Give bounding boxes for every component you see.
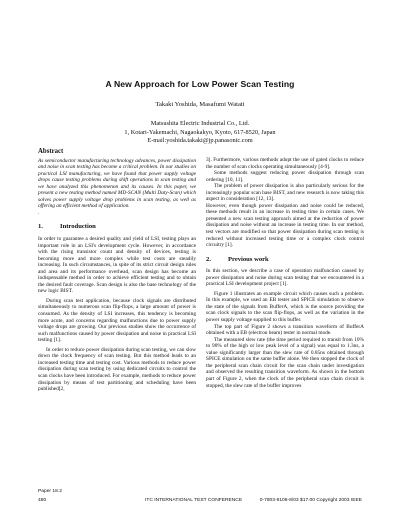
paragraph: The measured slew rate (the time period required to transit from 10% to 90% of the high or low peak level of a signal) was equal to 1.3ns, a value significantly larger than the slew rate of 0.85ns obtained through SPICE simulation on the same buffer alone. We then stopped the clock of the peripheral scan chain circuit for the scan chain under investigation and observed the resulting transition waveform. As shown in the bottom part of Figure 2, when the clock of the peripheral scan chain circuit is stopped, the slew rate of the buffer improves <box>206 336 364 389</box>
paragraph: The problem of power dissipation is also particularly serious for the increasingly popular scan base BIST, and new research is now taking this aspect in consideration [12, 13]. <box>206 183 364 203</box>
paper-authors: Takaki Yoshida, Masafumi Watati <box>155 101 245 108</box>
affiliation-block <box>0 120 400 146</box>
paragraph: In order to guarantee a desired quality and yield of LSI, testing plays an important role in an LSI's development cycle. However, in accordance with the rising transistor count and density of devices, testing is becoming more and more complex while test costs are steadily increasing. In such circumstances, in spite of its strict circuit design rules and area and its performance overhead, scan design has become an indispensable method in order to achieve efficient testing and to obtain the desired fault coverage. Scan design is also the base technology of the new logic BIST. <box>38 236 196 295</box>
affiliation-company: Matsushita Electric Industrial Co., Ltd. <box>150 120 250 127</box>
abstract-heading: Abstract <box>38 148 64 155</box>
paragraph: However, even though power dissipation and noise could be reduced, these methods result in an increase in testing time in certain cases. We presented a new scan testing approach aimed at the reduction of power dissipation and noise without an increase in testing time. In our method, test vectors are modified so that power dissipation during scan testing is reduced without increased testing time or a complex clock control circuitry [1]. <box>206 202 364 249</box>
paragraph: During scan test application, because clock signals are distributed simultaneously to numerous scan flip-flops, a large amount of power is consumed. As the density of LSI increases, this tendency is becoming more acute, and concerns regarding malfunctions due to power supply voltage drops are growing. Our previous studies show the occurrence of such malfunctions caused by power dissipation and noise in practical LSI testing [1]. <box>38 297 196 344</box>
affiliation-address: 1, Kotari-Yakemachi, Nagaokakyo, Kyoto, 617-8520, Japan <box>124 128 276 136</box>
section-number: 2. <box>206 255 211 263</box>
footer-bottom <box>38 498 362 503</box>
affiliation-email: E-mail:yoshida.takaki@jp.panasonic.com <box>147 137 253 144</box>
footer-paper-number: Paper 18.2 <box>38 489 62 494</box>
section-heading-introduction <box>38 224 196 231</box>
paragraph: Figure 1 illustrates an example circuit which causes such a problem. In this example, we used an EB tester and SPICE simulation to observe the state of the signals from BufferA, which is the source providing the scan clock signals to the scan flip-flops, as well as the variation in the power supply voltage supplied to this buffer. <box>206 290 364 324</box>
paper-title: A New Approach for Low Power Scan Testing <box>105 79 295 89</box>
footer-conference: ITC INTERNATIONAL TEST CONFERENCE <box>145 498 243 503</box>
footer-top <box>38 489 362 494</box>
section-title: Introduction <box>60 223 96 231</box>
right-column <box>206 157 364 389</box>
section-number: 1. <box>38 223 43 231</box>
section-heading-previous-work <box>206 257 364 264</box>
paragraph: Some methods suggest reducing power dissipation through scan ordering [10, 11]. <box>206 170 364 183</box>
abstract-dot: . <box>38 209 40 216</box>
paragraph: 3]. Furthermore, various methods adopt the use of gated clocks to reduce the number of scan clocks operating simultaneously [4-9]. <box>206 157 364 170</box>
paragraph: In order to reduce power dissipation during scan testing, we can slow down the clock frequency of scan testing. But this method leads to an increased testing time and testing cost. Various methods to reduce power dissipation during scan testing by using dedicated circuits to control the scan clocks have been introduced. For example, methods to reduce power dissipation by means of test partitioning and scheduling have been published[2, <box>38 346 196 393</box>
footer-copyright: 0-7803-8106-8/03 $17.00 Copyright 2003 IEEE <box>259 498 362 503</box>
paragraph: In this section, we describe a case of operation malfunction caused by power dissipation and noise during scan testing that we encountered in a practical LSI development project [1]. <box>206 268 364 288</box>
paragraph: The top part of Figure 2 shows a transition waveform of BufferA obtained with a EB (electron beam) tester in normal mode. <box>206 323 364 337</box>
footer-page-number: 480 <box>38 498 47 503</box>
left-column <box>38 149 196 393</box>
section-title: Previous work <box>228 255 269 263</box>
abstract-text: As semiconductor manufacturing technology advances, power dissipation and noise in scan testing has become a critical problem. In our studies on practical LSI manufacturing, we have found that power supply voltage drops cause testing problems during shift operations in scan testing and we have analyzed this phenomenon and its causes. In this paper, we present a new testing method named MD-SCAN (Multi Duty-Scan) which solves power supply voltage drop problems in scan testing, as well as offering an efficient method of application. <box>38 157 196 210</box>
